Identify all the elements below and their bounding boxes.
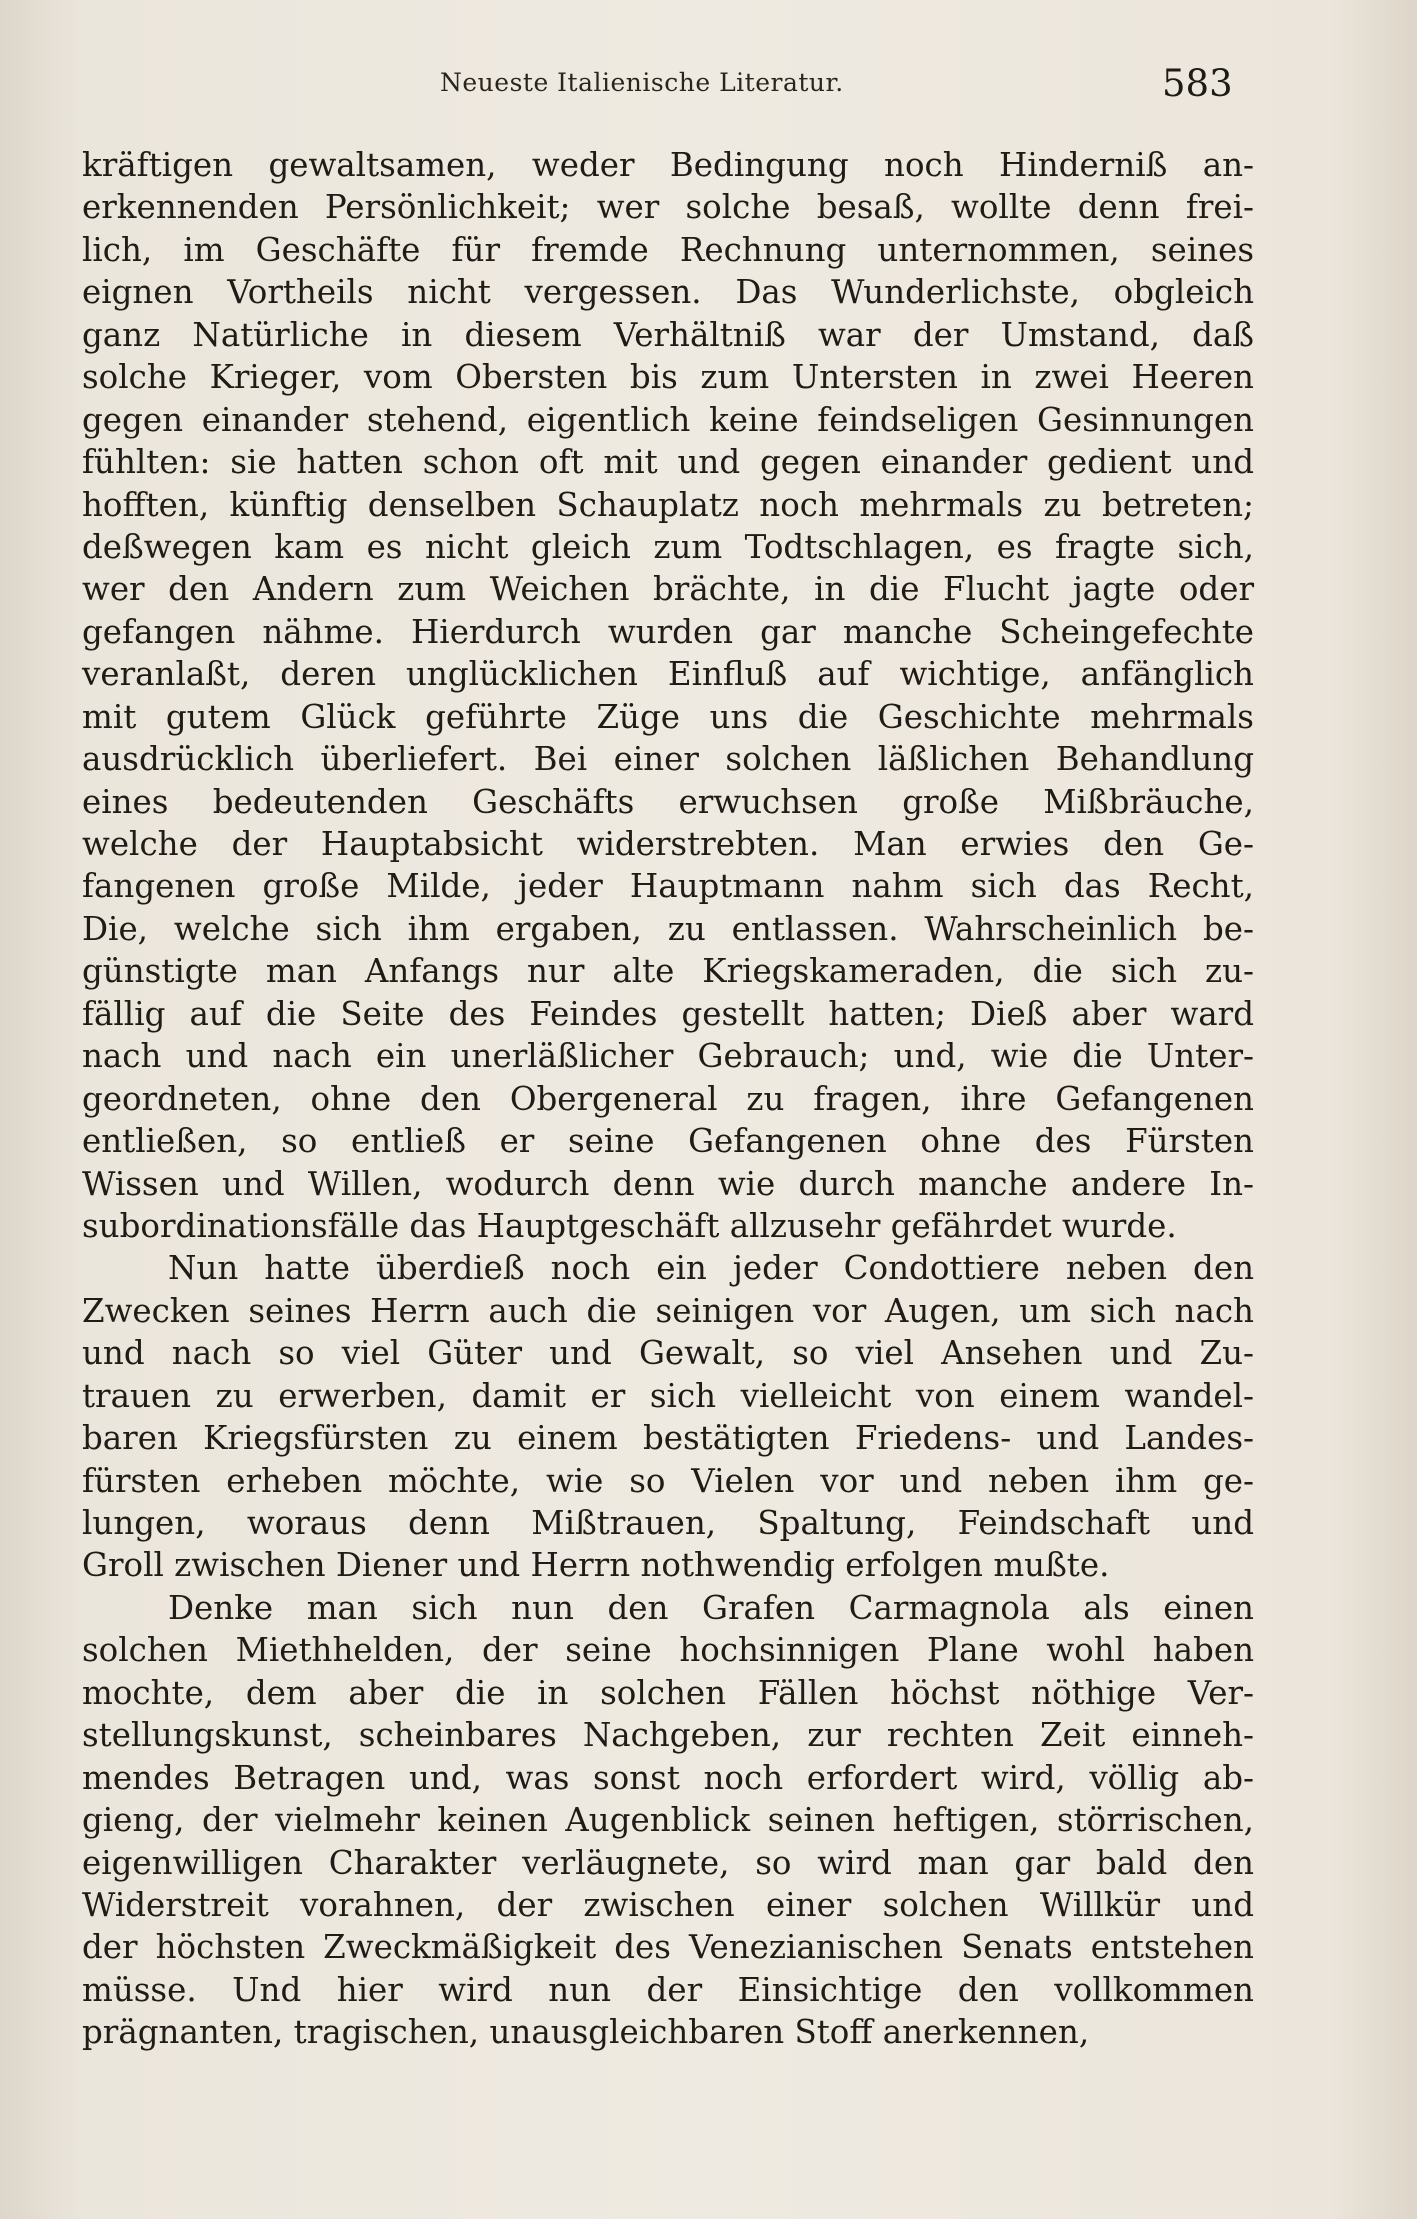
text-line: subordinationsfälle das Hauptgeschäft allzusehr gefährdet wurde. [82,1206,1177,1245]
text-line: veranlaßt, deren unglücklichen Einfluß auf wichtige, anfänglich [82,655,1254,694]
text-line: erkennenden Persönlichkeit; wer solche besaß, wollte denn frei- [82,188,1254,227]
text-line: deßwegen kam es nicht gleich zum Todtschlagen, es fragte sich, [82,527,1254,566]
text-line: müsse. Und hier wird nun der Einsichtige den vollkommen [82,1970,1254,2009]
text-line: nach und nach ein unerläßlicher Gebrauch; und, wie die Unter- [82,1037,1254,1076]
text-line: solche Krieger, vom Obersten bis zum Untersten in zwei Heeren [82,358,1254,397]
text-line: gieng, der vielmehr keinen Augenblick seinen heftigen, störrischen, [82,1801,1254,1840]
text-line: der höchsten Zweckmäßigkeit des Venezianischen Senats entstehen [82,1928,1254,1967]
text-line: stellungskunst, scheinbares Nachgeben, zur rechten Zeit einneh- [82,1716,1254,1755]
text-line: prägnanten, tragischen, unausgleichbaren Stoff anerkennen, [82,2013,1090,2052]
text-line: lich, im Geschäfte für fremde Rechnung unternommen, seines [82,230,1254,269]
page-number: 583 [1162,62,1233,105]
text-line: baren Kriegsfürsten zu einem bestätigten Friedens- und Landes- [82,1419,1254,1458]
paragraph [82,1247,1254,1587]
text-line: mit gutem Glück geführte Züge uns die Geschichte mehrmals [82,697,1254,736]
text-line: wer den Andern zum Weichen brächte, in die Flucht jagte oder [82,570,1254,609]
paragraph [82,144,1254,1247]
text-line: Wissen und Willen, wodurch denn wie durch manche andere In- [82,1164,1254,1203]
text-line: kräftigen gewaltsamen, weder Bedingung noch Hinderniß an- [82,146,1254,184]
text-line: eigenwilligen Charakter verläugnete, so wird man gar bald den [82,1843,1254,1882]
text-line: Zwecken seines Herrn auch die seinigen vor Augen, um sich nach [82,1291,1254,1330]
text-line: und nach so viel Güter und Gewalt, so viel Ansehen und Zu- [82,1334,1254,1373]
text-line: günstigte man Anfangs nur alte Kriegskameraden, die sich zu- [82,952,1254,991]
running-title: Neueste Italienische Literatur. [440,68,844,97]
text-line: Die, welche sich ihm ergaben, zu entlassen. Wahrscheinlich be- [82,909,1254,948]
text-line: fühlten: sie hatten schon oft mit und gegen einander gedient und [82,443,1254,482]
text-line: lungen, woraus denn Mißtrauen, Spaltung, Feindschaft und [82,1504,1254,1542]
text-line: Nun hatte überdieß noch ein jeder Condottiere neben den [168,1249,1254,1288]
text-line: welche der Hauptabsicht widerstrebten. Man erwies den Ge- [82,825,1254,863]
text-line: gegen einander stehend, eigentlich keine feindseligen Gesinnungen [82,400,1254,439]
text-line: Widerstreit vorahnen, der zwischen einer solchen Willkür und [82,1885,1254,1924]
text-line: hofften, künftig denselben Schauplatz noch mehrmals zu betreten; [82,485,1254,524]
text-line: fällig auf die Seite des Feindes gestellt hatten; Dieß aber ward [82,994,1254,1033]
text-line: mendes Betragen und, was sonst noch erfordert wird, völlig ab- [82,1758,1254,1797]
text-line: fangenen große Milde, jeder Hauptmann nahm sich das Recht, [82,867,1254,906]
text-line: solchen Miethhelden, der seine hochsinnigen Plane wohl haben [82,1631,1254,1670]
text-line: entließen, so entließ er seine Gefangenen ohne des Fürsten [82,1122,1254,1161]
text-line: mochte, dem aber die in solchen Fällen höchst nöthige Ver- [82,1673,1254,1712]
text-line: eines bedeutenden Geschäfts erwuchsen große Mißbräuche, [82,782,1254,821]
text-line: gefangen nähme. Hierdurch wurden gar manche Scheingefechte [82,612,1254,651]
running-head [0,62,1417,112]
text-line: geordneten, ohne den Obergeneral zu fragen, ihre Gefangenen [82,1079,1254,1118]
text-line: ausdrücklich überliefert. Bei einer solchen läßlichen Behandlung [82,740,1254,779]
paragraph [82,1587,1254,2054]
text-line: Groll zwischen Diener und Herrn nothwendig erfolgen mußte. [82,1546,1110,1585]
body-text [82,144,1254,2054]
text-line: Denke man sich nun den Grafen Carmagnola als einen [168,1588,1254,1627]
text-line: fürsten erheben möchte, wie so Vielen vor und neben ihm ge- [82,1461,1254,1500]
text-line: trauen zu erwerben, damit er sich vielleicht von einem wandel- [82,1376,1254,1415]
text-line: ganz Natürliche in diesem Verhältniß war der Umstand, daß [82,315,1254,354]
text-line: eignen Vortheils nicht vergessen. Das Wunderlichste, obgleich [82,273,1254,312]
